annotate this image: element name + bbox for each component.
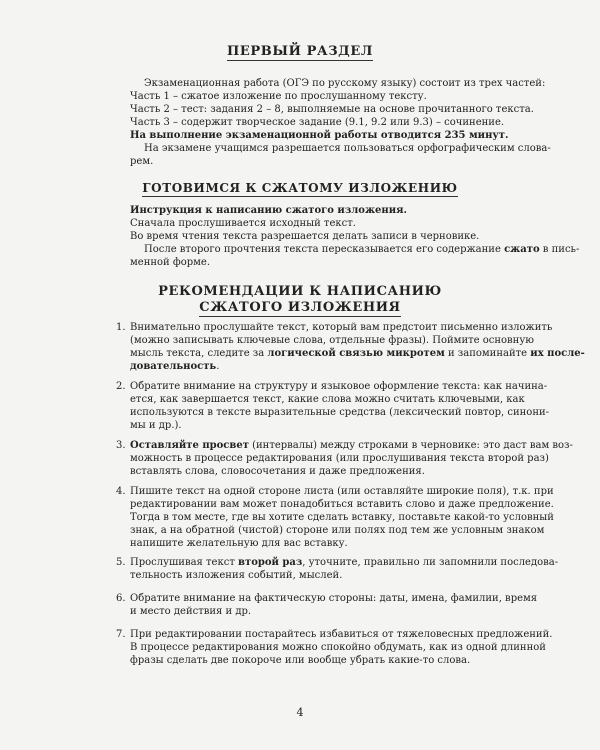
item-line: тельность изложения событий, мыслей. xyxy=(130,570,343,581)
section2-body xyxy=(130,204,580,269)
dictionary-note-1: На экзамене учащимся разрешается пользоваться орфографическим слова- xyxy=(144,143,551,154)
item-number: 7. xyxy=(116,629,126,640)
exam-intro: Экзаменационная работа (ОГЭ по русскому языку) состоит из трех частей: xyxy=(144,78,546,89)
item-line: фразы сделать две покороче или вообще убрать какие-то слова. xyxy=(130,655,471,666)
part2-line: Часть 2 – тест: задания 2 – 8, выполняемые на основе прочитанного текста. xyxy=(130,104,534,115)
item-number: 2. xyxy=(116,381,126,392)
section-title-first-text: ПЕРВЫЙ РАЗДЕЛ xyxy=(227,44,373,59)
item-line: При редактировании постарайтесь избавиться от тяжеловесных предложений. xyxy=(130,629,553,640)
list-item xyxy=(116,380,550,432)
instr-line-3-pre: После второго прочтения текста пересказывается его содержание xyxy=(144,244,505,255)
page-number: 4 xyxy=(296,706,304,719)
item-line: мы и др.). xyxy=(130,420,182,431)
item-text: мысль текста, следите за xyxy=(130,348,268,359)
item-line xyxy=(130,360,530,373)
item-line: знак, а на обратной (чистой) стороне или полях под тем же условным знаком xyxy=(130,525,545,536)
item-line: Тогда в том месте, где вы хотите сделать вставку, поставьте какой-то условный xyxy=(130,512,554,523)
item-bold: довательность xyxy=(130,361,217,372)
list-item xyxy=(116,321,585,373)
item-number: 1. xyxy=(116,322,126,333)
item-text: , уточните, правильно ли запомнили последова- xyxy=(302,557,559,568)
item-number: 4. xyxy=(116,486,126,497)
instr-line-4: менной форме. xyxy=(130,257,211,268)
item-line: В процессе редактирования можно спокойно обдумать, как из одной длинной xyxy=(130,642,546,653)
item-bold: второй раз xyxy=(238,557,303,568)
section1-body xyxy=(130,77,551,168)
list-item xyxy=(116,556,559,582)
instr-line-2: Во время чтения текста разрешается делать записи в черновике. xyxy=(130,231,480,242)
item-line: редактировании вам может понадобиться вставить слово и даже предложение. xyxy=(130,499,554,510)
item-line: используются в тексте выразительные средства (лексический повтор, синони- xyxy=(130,407,550,418)
list-item xyxy=(116,439,573,478)
item-number: 6. xyxy=(116,593,126,604)
instruction-heading: Инструкция к написанию сжатого изложения. xyxy=(130,205,408,216)
item-line: Обратите внимание на структуру и языковое оформление текста: как начина- xyxy=(130,381,548,392)
item-line: ется, как завершается текст, какие слова можно считать ключевыми, как xyxy=(130,394,525,405)
item-line: Пишите текст на одной стороне листа (или оставляйте широкие поля), т.к. при xyxy=(130,486,554,497)
list-item xyxy=(116,485,554,550)
section-title-prepare-text: ГОТОВИМСЯ К СЖАТОМУ ИЗЛОЖЕНИЮ xyxy=(142,181,458,195)
item-bold: их после- xyxy=(530,348,585,359)
item-line: напишите желательную для вас вставку. xyxy=(130,538,348,549)
part3-line: Часть 3 – содержит творческое задание (9.1, 9.2 или 9.3) – сочинение. xyxy=(130,117,505,128)
item-line: Обратите внимание на фактическую стороны: даты, имена, фамилии, время xyxy=(130,593,538,604)
dictionary-note-2: рем. xyxy=(130,156,154,167)
section-title-first xyxy=(0,44,600,59)
item-text: Прослушивая текст xyxy=(130,557,239,568)
part1-line: Часть 1 – сжатое изложение по прослушанному тексту. xyxy=(130,91,427,102)
item-line: вставлять слова, словосочетания и даже предложения. xyxy=(130,466,425,477)
item-bold: Оставляйте просвет xyxy=(130,440,249,451)
list-item xyxy=(116,628,553,667)
item-line xyxy=(130,347,585,360)
instr-line-3 xyxy=(130,243,580,256)
item-text: (интервалы) между строками в черновике: это даст вам воз- xyxy=(248,440,573,451)
rec-title-line-1: РЕКОМЕНДАЦИИ К НАПИСАНИЮ xyxy=(158,284,442,299)
rec-title-line-2: СЖАТОГО ИЗЛОЖЕНИЯ xyxy=(199,300,401,315)
item-bold: логической связью микротем xyxy=(267,348,445,359)
item-line: (можно записывать ключевые слова, отдельные фразы). Поймите основную xyxy=(130,335,534,346)
time-allotment: На выполнение экзаменационной работы отводится 235 минут. xyxy=(130,130,509,141)
item-line xyxy=(130,439,573,452)
item-text: и запоминайте xyxy=(444,348,531,359)
instr-line-3-bold: сжато xyxy=(504,244,540,255)
item-line: и место действия и др. xyxy=(130,606,252,617)
item-number: 5. xyxy=(116,557,126,568)
item-number: 3. xyxy=(116,440,126,451)
instr-line-3-post: в пись- xyxy=(539,244,580,255)
list-item xyxy=(116,592,538,618)
item-line: Внимательно прослушайте текст, который вам предстоит письменно изложить xyxy=(130,322,553,333)
item-line: можность в процессе редактирования (или прослушивания текста второй раз) xyxy=(130,453,549,464)
section-title-prepare xyxy=(0,181,600,195)
item-text: . xyxy=(216,361,220,372)
instr-line-1: Сначала прослушивается исходный текст. xyxy=(130,218,356,229)
item-line xyxy=(130,556,559,569)
section-title-recommendations xyxy=(0,284,600,316)
